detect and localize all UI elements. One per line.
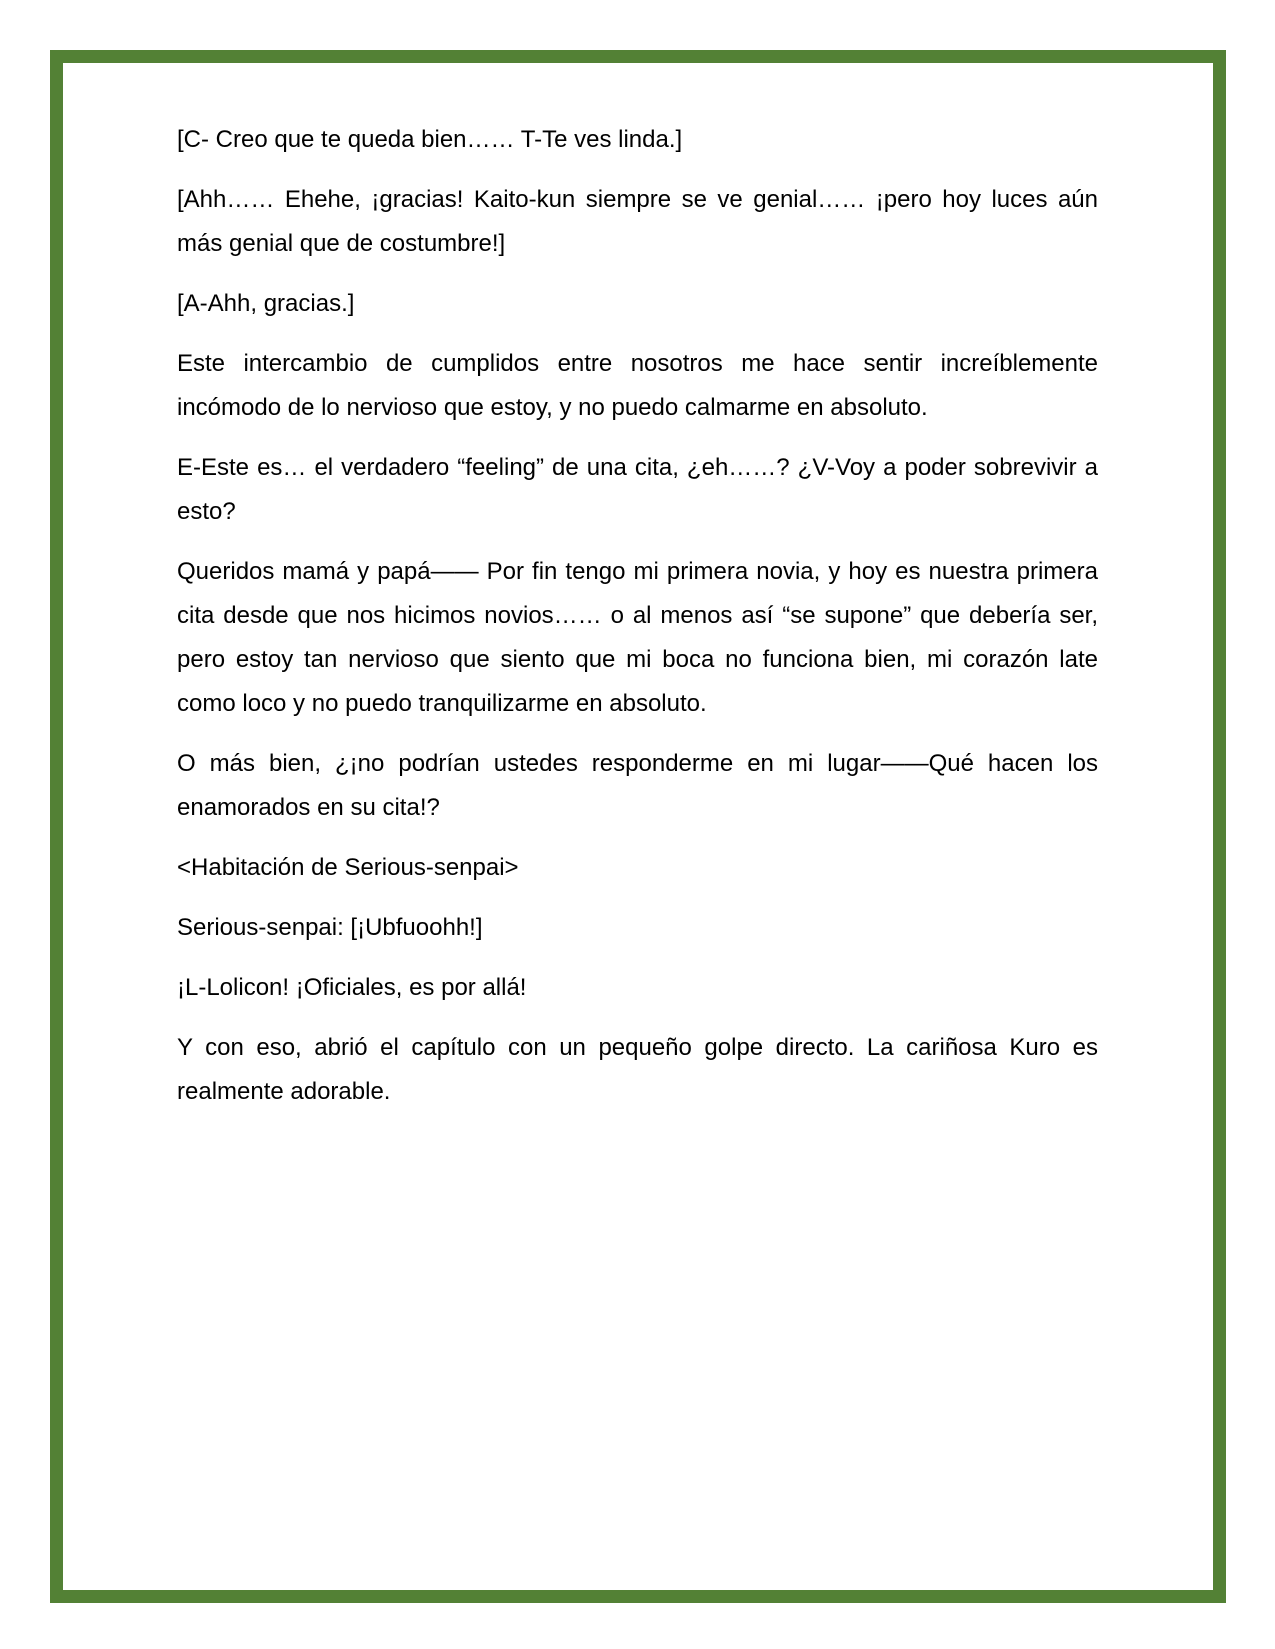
paragraph-11: Y con eso, abrió el capítulo con un pequeño golpe directo. La cariñosa Kuro es realmente adorable.	[177, 1034, 1098, 1105]
paragraph-3: [A-Ahh, gracias.]	[177, 290, 355, 317]
paragraph-4: Este intercambio de cumplidos entre nosotros me hace sentir increíblemente incómodo de lo nervioso que estoy, y no puedo calmarme en absoluto.	[177, 350, 1098, 421]
paragraph-8: <Habitación de Serious-senpai>	[177, 854, 519, 881]
paragraph-5: E-Este es… el verdadero “feeling” de una cita, ¿eh……? ¿V-Voy a poder sobrevivir a esto?	[177, 454, 1098, 525]
paragraph-10: ¡L-Lolicon! ¡Oficiales, es por allá!	[177, 974, 527, 1001]
document-body	[177, 118, 1098, 1130]
paragraph-7: O más bien, ¿¡no podrían ustedes responderme en mi lugar——Qué hacen los enamorados en su cita!?	[177, 750, 1098, 821]
paragraph-2: [Ahh…… Ehehe, ¡gracias! Kaito-kun siempre se ve genial…… ¡pero hoy luces aún más genial que de costumbre!]	[177, 186, 1098, 257]
paragraph-6: Queridos mamá y papá—— Por fin tengo mi primera novia, y hoy es nuestra primera cita desde que nos hicimos novios…… o al menos así “se supone” que debería ser, pero estoy tan nervioso que siento que mi boca no funciona bien, mi corazón late como loco y no puedo tranquilizarme en absoluto.	[177, 558, 1098, 717]
paragraph-9: Serious-senpai: [¡Ubfuoohh!]	[177, 914, 483, 941]
paragraph-1: [C- Creo que te queda bien…… T-Te ves linda.]	[177, 126, 683, 153]
